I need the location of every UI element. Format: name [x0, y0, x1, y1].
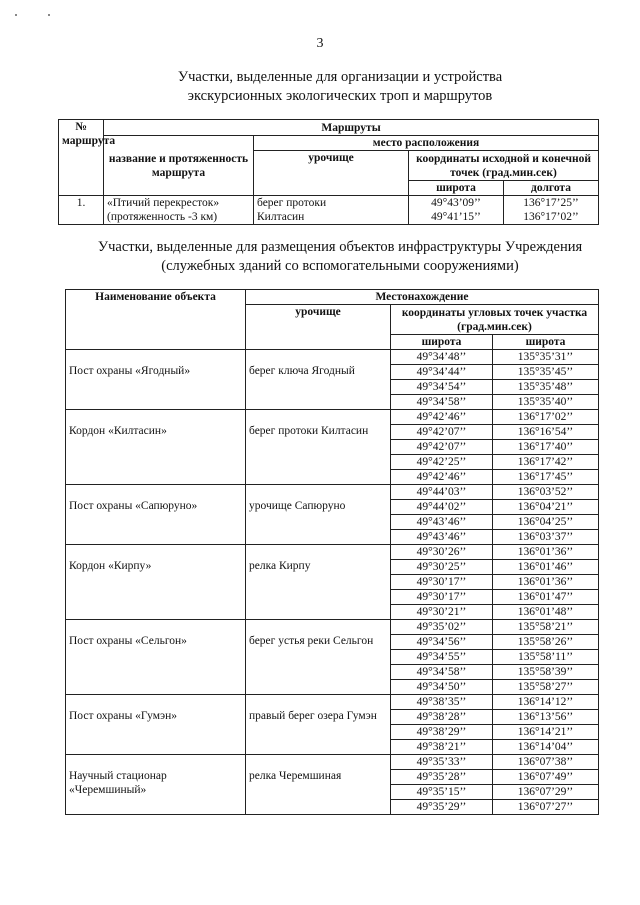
- latitude-value: 49°30’26’’: [416, 546, 467, 558]
- section2-heading-line2: (служебных зданий со вспомогательными сооружениями): [161, 258, 519, 274]
- section1-heading-line2: экскурсионных экологических троп и маршрутов: [187, 88, 493, 104]
- object-latitudes: [391, 350, 493, 410]
- infrastructure-row: [66, 695, 599, 755]
- longitude-value: 135°58’39’’: [493, 664, 598, 679]
- section1-heading: [60, 68, 620, 106]
- route-longitudes: [504, 196, 599, 225]
- route-name: [104, 196, 254, 225]
- latitude-value: 49°43’46’’: [391, 529, 492, 544]
- latitude-header-2: широта: [493, 335, 599, 350]
- longitude-value: 136°17’45’’: [493, 469, 598, 484]
- object-tract: берег устья реки Сельгон: [246, 620, 391, 695]
- latitude-value: 49°34’48’’: [416, 351, 467, 363]
- section2-heading: [60, 238, 620, 276]
- latitude-value: 49°35’02’’: [416, 621, 467, 633]
- latitude-value: 49°35’29’’: [391, 799, 492, 814]
- object-latitudes: [391, 545, 493, 620]
- route-name-header: название и протяженность маршрута: [104, 136, 254, 196]
- object-latitudes: [391, 410, 493, 485]
- latitude-header: широта: [391, 335, 493, 350]
- infrastructure-row: [66, 620, 599, 695]
- longitude-value: 136°13’56’’: [493, 709, 598, 724]
- longitude-value: 135°58’26’’: [493, 634, 598, 649]
- latitude-value: 49°38’35’’: [416, 696, 467, 708]
- latitude-value: 49°44’02’’: [391, 499, 492, 514]
- object-tract: релка Кирпу: [246, 545, 391, 620]
- longitude-value: 136°17’25’’: [523, 197, 579, 209]
- longitude-value: 136°16’54’’: [493, 424, 598, 439]
- infrastructure-table: [65, 289, 599, 815]
- object-name: Кордон «Кирпу»: [66, 545, 246, 620]
- route-row: [59, 196, 599, 225]
- section2-heading-line1: Участки, выделенные для размещения объектов инфраструктуры Учреждения: [97, 239, 583, 255]
- longitude-value: 135°35’40’’: [493, 394, 598, 409]
- longitude-value: 135°35’48’’: [493, 379, 598, 394]
- route-tract-line2: Килтасин: [257, 211, 305, 223]
- longitude-value: 136°14’04’’: [493, 739, 598, 754]
- scan-speck: [15, 14, 17, 16]
- infrastructure-row: [66, 410, 599, 485]
- corner-coords-header: координаты угловых точек участка (град.мин.сек): [391, 305, 599, 335]
- longitude-value: 136°17’02’’: [517, 411, 574, 423]
- latitude-value: 49°42’46’’: [391, 469, 492, 484]
- route-tract-line1: берег протоки: [257, 197, 327, 209]
- latitude-value: 49°30’17’’: [391, 589, 492, 604]
- latitude-value: 49°43’09’’: [431, 197, 481, 209]
- tract-header: урочище: [246, 305, 391, 350]
- latitude-value: 49°41’15’’: [431, 211, 481, 223]
- longitude-value: 136°07’29’’: [493, 784, 598, 799]
- latitude-value: 49°35’28’’: [391, 769, 492, 784]
- latitude-value: 49°30’21’’: [391, 604, 492, 619]
- longitude-value: 136°01’36’’: [517, 546, 574, 558]
- longitude-value: 136°01’48’’: [493, 604, 598, 619]
- longitude-value: 136°01’36’’: [493, 574, 598, 589]
- object-latitudes: [391, 695, 493, 755]
- latitude-value: 49°34’58’’: [391, 394, 492, 409]
- section1-heading-line1: Участки, выделенные для организации и устройства: [177, 69, 503, 85]
- latitude-value: 49°34’56’’: [391, 634, 492, 649]
- latitude-value: 49°34’44’’: [391, 364, 492, 379]
- latitude-value: 49°34’50’’: [391, 679, 492, 694]
- latitude-value: 49°38’21’’: [391, 739, 492, 754]
- longitude-value: 136°01’46’’: [493, 559, 598, 574]
- latitude-value: 49°38’28’’: [391, 709, 492, 724]
- object-name: Пост охраны «Гумэн»: [66, 695, 246, 755]
- longitude-value: 136°04’25’’: [493, 514, 598, 529]
- object-name: Научный стационар «Черемшиный»: [66, 755, 246, 815]
- longitude-value: 136°17’02’’: [523, 211, 579, 223]
- longitude-value: 135°35’31’’: [517, 351, 574, 363]
- infrastructure-row: [66, 545, 599, 620]
- object-name: Кордон «Килтасин»: [66, 410, 246, 485]
- latitude-value: 49°38’29’’: [391, 724, 492, 739]
- longitude-value: 135°35’45’’: [493, 364, 598, 379]
- object-name: Пост охраны «Сельгон»: [66, 620, 246, 695]
- longitude-value: 136°03’37’’: [493, 529, 598, 544]
- longitude-value: 135°58’21’’: [517, 621, 574, 633]
- longitude-value: 136°14’21’’: [493, 724, 598, 739]
- latitude-value: 49°42’07’’: [391, 439, 492, 454]
- location-header: место расположения: [254, 136, 599, 151]
- latitude-value: 49°43’46’’: [391, 514, 492, 529]
- latitude-value: 49°34’55’’: [391, 649, 492, 664]
- routes-table: [58, 119, 599, 225]
- route-number-header: № маршрута: [59, 120, 104, 196]
- object-latitudes: [391, 620, 493, 695]
- route-name-line2: (протяженность -3 км): [107, 211, 218, 223]
- object-tract: берег ключа Ягодный: [246, 350, 391, 410]
- object-tract: релка Черемшиная: [246, 755, 391, 815]
- scan-speck: [48, 14, 50, 16]
- longitude-value: 136°14’12’’: [517, 696, 574, 708]
- latitude-value: 49°42’46’’: [416, 411, 467, 423]
- latitude-value: 49°34’58’’: [391, 664, 492, 679]
- object-name: Пост охраны «Ягодный»: [66, 350, 246, 410]
- coords-header: координаты исходной и конечной точек (град.мин.сек): [409, 151, 599, 181]
- object-tract: берег протоки Килтасин: [246, 410, 391, 485]
- route-latitudes: [409, 196, 504, 225]
- latitude-value: 49°35’33’’: [416, 756, 467, 768]
- latitude-value: 49°34’54’’: [391, 379, 492, 394]
- latitude-value: 49°42’07’’: [391, 424, 492, 439]
- object-latitudes: [391, 485, 493, 545]
- object-longitudes: [493, 695, 599, 755]
- latitude-value: 49°30’17’’: [391, 574, 492, 589]
- object-longitudes: [493, 410, 599, 485]
- infrastructure-row: [66, 350, 599, 410]
- longitude-value: 136°04’21’’: [493, 499, 598, 514]
- latitude-value: 49°42’25’’: [391, 454, 492, 469]
- latitude-value: 49°30’25’’: [391, 559, 492, 574]
- longitude-value: 136°17’42’’: [493, 454, 598, 469]
- infrastructure-row: [66, 485, 599, 545]
- longitude-value: 136°07’38’’: [517, 756, 574, 768]
- longitude-value: 136°07’27’’: [493, 799, 598, 814]
- longitude-value: 136°03’52’’: [517, 486, 574, 498]
- object-longitudes: [493, 545, 599, 620]
- infrastructure-table-body: [66, 350, 599, 815]
- object-longitudes: [493, 620, 599, 695]
- page-number: 3: [316, 36, 324, 51]
- latitude-value: 49°35’15’’: [391, 784, 492, 799]
- route-tract: [254, 196, 409, 225]
- latitude-header: широта: [409, 181, 504, 196]
- object-longitudes: [493, 485, 599, 545]
- route-number: 1.: [59, 196, 104, 225]
- tract-header: урочище: [254, 151, 409, 196]
- object-tract: правый берег озера Гумэн: [246, 695, 391, 755]
- object-longitudes: [493, 350, 599, 410]
- longitude-value: 135°58’27’’: [493, 679, 598, 694]
- longitude-value: 135°58’11’’: [493, 649, 598, 664]
- longitude-value: 136°07’49’’: [493, 769, 598, 784]
- object-tract: урочище Сапюруно: [246, 485, 391, 545]
- object-name-header: Наименование объекта: [66, 290, 246, 350]
- infrastructure-row: [66, 755, 599, 815]
- longitude-header: долгота: [504, 181, 599, 196]
- longitude-value: 136°01’47’’: [493, 589, 598, 604]
- routes-header: Маршруты: [104, 120, 599, 136]
- latitude-value: 49°44’03’’: [416, 486, 467, 498]
- object-latitudes: [391, 755, 493, 815]
- object-name: Пост охраны «Сапюруно»: [66, 485, 246, 545]
- route-name-line1: «Птичий перекресток»: [107, 197, 220, 209]
- object-longitudes: [493, 755, 599, 815]
- location-header: Местонахождение: [246, 290, 599, 305]
- longitude-value: 136°17’40’’: [493, 439, 598, 454]
